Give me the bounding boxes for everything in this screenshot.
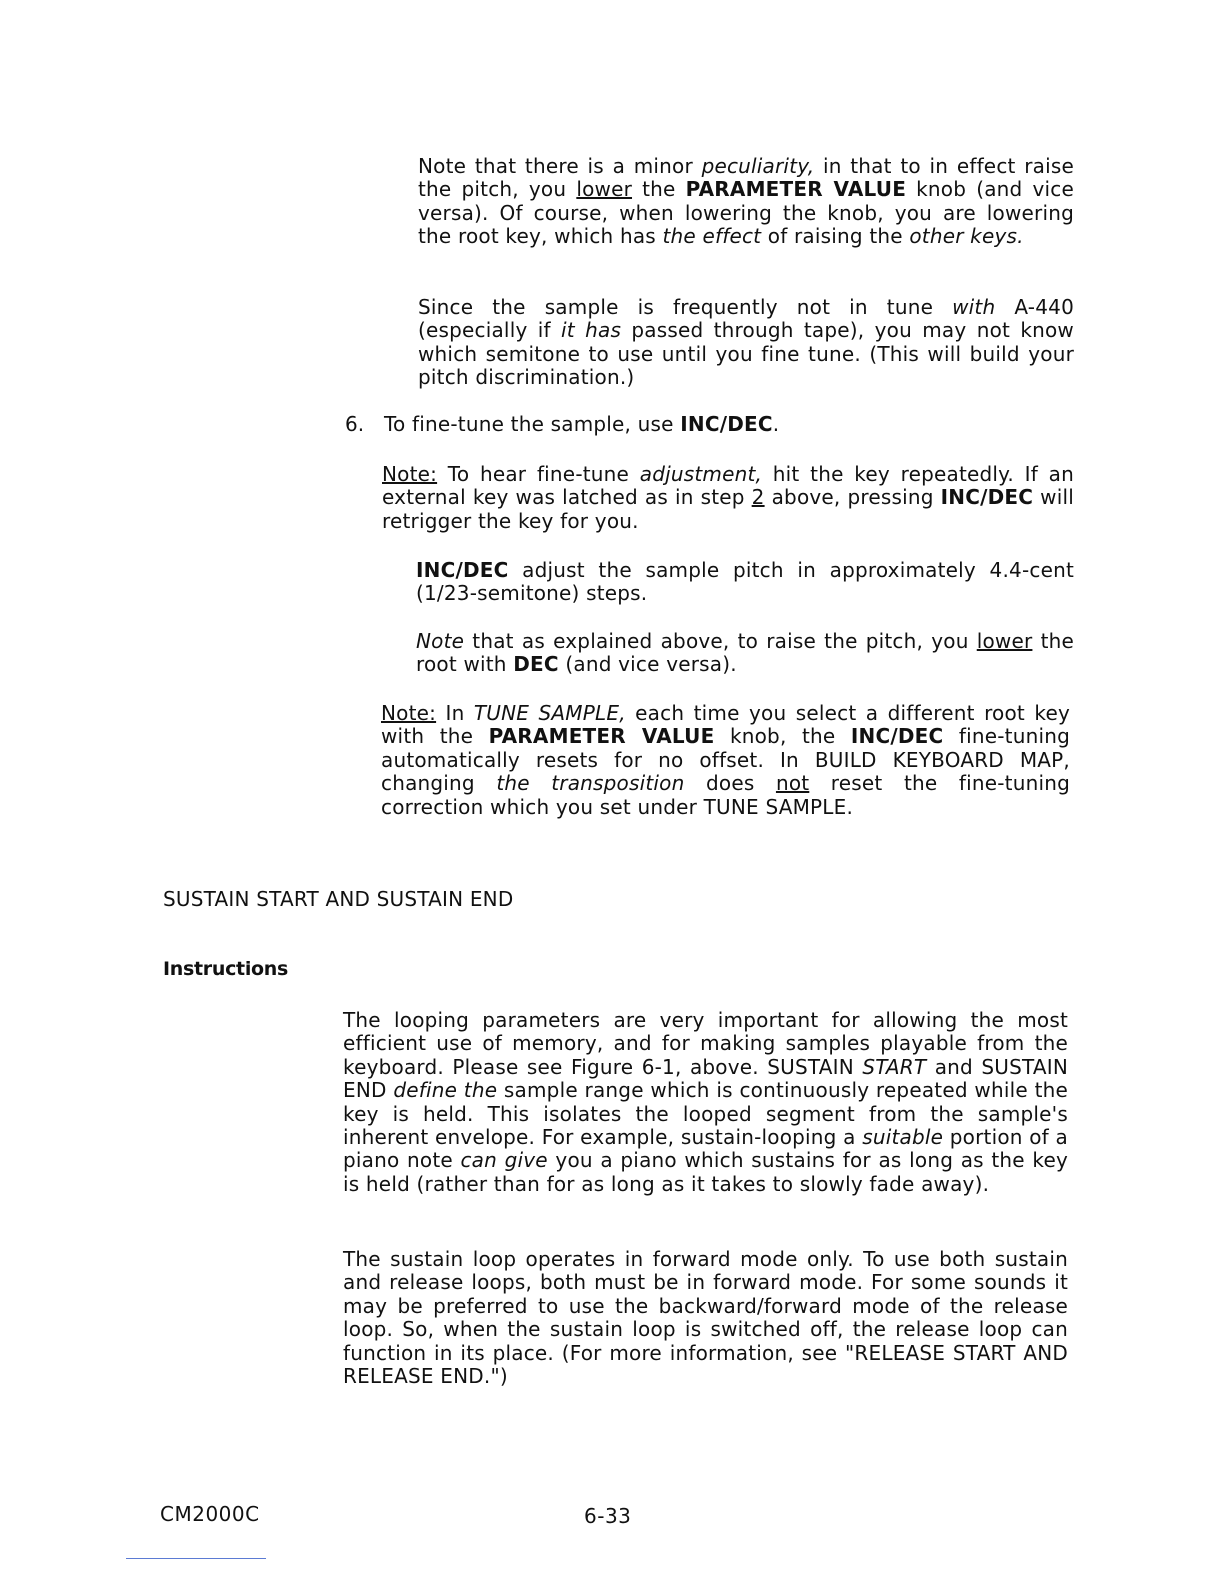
paragraph-sample-tuning: Since the sample is frequently not in tune with A-440 (especially if it has passed through tape), you may not know which semitone to use until you fine tune. (This will build your pitch discrimination.) [418,295,1074,390]
instructions-subheading: Instructions [163,958,289,980]
note-tune-sample: Note: In TUNE SAMPLE, each time you select a different root key with the PARAMETER VALUE knob, the INC/DEC fine-tuning automatically resets for no offset. In BUILD KEYBOARD MAP, changing the transposition does not reset the fine-tuning correction which you set under TUNE SAMPLE. [381,701,1070,819]
paragraph-looping-parameters: The looping parameters are very important for allowing the most efficient use of memory, and for making samples playable from the keyboard. Please see Figure 6-1, above. SUSTAIN START and SUSTAIN END define the sample range which is continuously repeated while the key is held. This isolates the looped segment from the sample's inherent envelope. For example, sustain-looping a suitable portion of a piano note can give you a piano which sustains for as long as the key is held (rather than for as long as it takes to slowly fade away). [343,1008,1069,1196]
step-6-text: To fine-tune the sample, use INC/DEC. [384,412,780,436]
note-label: Note: [381,701,437,725]
note-label: Note: [382,462,438,486]
footer-rule [126,1558,266,1559]
footer-doc-id: CM2000C [160,1502,260,1526]
paragraph-raise-pitch: Note that as explained above, to raise the pitch, you lower the root with DEC (and vice versa). [416,629,1074,677]
note-fine-tune: Note: To hear fine-tune adjustment, hit the key repeatedly. If an external key was latched as in step 2 above, pressing INC/DEC will retrigger the key for you. [382,462,1074,533]
step-number: 6. [345,412,365,436]
footer-page-number: 6-33 [584,1504,632,1528]
paragraph-sustain-loop: The sustain loop operates in forward mode only. To use both sustain and release loops, both must be in forward mode. For some sounds it may be preferred to use the backward/forward mode of the release loop. So, when the sustain loop is switched off, the release loop can function in its place. (For more information, see "RELEASE START AND RELEASE END.") [343,1247,1068,1389]
section-heading: SUSTAIN START AND SUSTAIN END [163,887,514,911]
paragraph-peculiarity-note: Note that there is a minor peculiarity, in that to in effect raise the pitch, you lower the PARAMETER VALUE knob (and vice versa). Of course, when lowering the knob, you are lowering the root key, which has the effect of raising the other keys. [418,154,1074,249]
paragraph-incdec-steps: INC/DEC adjust the sample pitch in approximately 4.4-cent (1/23-semitone) steps. [416,558,1074,606]
